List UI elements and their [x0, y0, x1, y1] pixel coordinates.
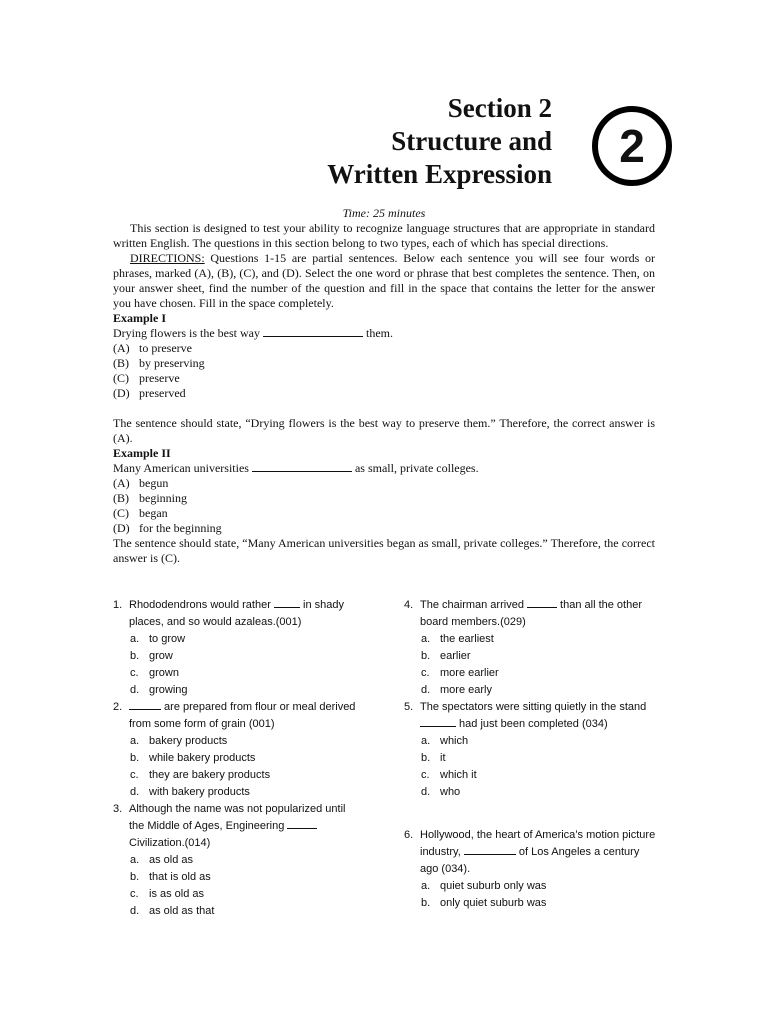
questions-right-column [404, 597, 656, 912]
choice[interactable]: a. to grow [130, 633, 186, 645]
question-1: 1. Rhododendrons would rather in shady places, and so would azaleas.(001) [113, 599, 344, 628]
example-1-title: Example I [113, 311, 167, 325]
choice[interactable]: d. who [421, 786, 461, 798]
choice[interactable]: c. which it [421, 769, 477, 781]
choice[interactable]: a. bakery products [130, 735, 228, 747]
example-2-option: (C) began [113, 506, 168, 520]
choice[interactable]: b. grow [130, 650, 173, 662]
example-2-explanation: The sentence should state, “Many American universities began as small, private colleges.” Therefore, the correct answer is (C). [113, 536, 655, 565]
choice[interactable]: b. earlier [421, 650, 471, 662]
example-1-option: (D) preserved [113, 386, 186, 400]
directions-text: Questions 1-15 are partial sentences. Below each sentence you will see four words or phrases, marked (A), (B), (C), and (D). Select the one word or phrase that best completes the sentence. Then, on your answer sheet, find the number of the question and fill in the space that contains the letter for the answer you have chosen. Fill in the space completely. [113, 251, 655, 310]
answer-blank [527, 598, 557, 608]
example-1-option: (A) to preserve [113, 341, 192, 355]
answer-blank [464, 845, 516, 855]
instructions-block [113, 221, 655, 566]
choice[interactable]: b. while bakery products [130, 752, 256, 764]
questions-left-column [113, 597, 363, 920]
choice[interactable]: d. growing [130, 684, 188, 696]
section-number: Section 2 [447, 93, 552, 123]
choice[interactable]: a. the earliest [421, 633, 494, 645]
choice[interactable]: c. more earlier [421, 667, 499, 679]
answer-blank [287, 819, 317, 829]
question-3: 3. Although the name was not popularized until the Middle of Ages, Engineering Civilization.(014) [113, 803, 346, 849]
choice[interactable]: a. which [421, 735, 469, 747]
example-2-stem: Many American universities as small, private colleges. [113, 461, 479, 475]
choice[interactable]: c. is as old as [130, 888, 205, 900]
choice[interactable]: b. it [421, 752, 446, 764]
example-2-option: (D) for the beginning [113, 521, 222, 535]
choice[interactable]: c. grown [130, 667, 179, 679]
section-title-line-1: Structure and [391, 126, 552, 156]
example-1-option: (B) by preserving [113, 356, 205, 370]
example-2-title: Example II [113, 446, 171, 460]
example-1-stem: Drying flowers is the best way them. [113, 326, 393, 340]
choice[interactable]: c. they are bakery products [130, 769, 271, 781]
choice[interactable]: d. more early [421, 684, 492, 696]
badge-number: 2 [619, 120, 645, 172]
example-2-option: (A) begun [113, 476, 169, 490]
answer-blank [252, 461, 352, 472]
question-6: 6. Hollywood, the heart of America’s motion picture industry, of Los Angeles a century ago (034). [404, 829, 656, 875]
example-2-option: (B) beginning [113, 491, 187, 505]
answer-blank [129, 700, 161, 710]
question-2: 2. are prepared from flour or meal derived from some form of grain (001) [113, 701, 356, 730]
answer-blank [420, 717, 456, 727]
choice[interactable]: d. with bakery products [130, 786, 250, 798]
time-limit: Time: 25 minutes [342, 206, 426, 220]
choice[interactable]: a. quiet suburb only was [421, 880, 547, 892]
choice[interactable]: b. that is old as [130, 871, 211, 883]
answer-blank [263, 326, 363, 337]
section-heading [300, 92, 552, 191]
directions-paragraph [113, 251, 655, 311]
intro-paragraph: This section is designed to test your ability to recognize language structures that are appropriate in standard written English. The questions in this section belong to two types, each of which has special directions. [113, 221, 655, 250]
answer-blank [274, 598, 300, 608]
question-4: 4. The chairman arrived than all the other board members.(029) [404, 599, 643, 628]
example-1-explanation: The sentence should state, “Drying flowers is the best way to preserve them.” Therefore, the correct answer is (A). [113, 416, 655, 445]
choice[interactable]: a. as old as [130, 854, 194, 866]
directions-label: DIRECTIONS: [130, 251, 205, 265]
choice[interactable]: b. only quiet suburb was [421, 897, 547, 909]
question-5: 5. The spectators were sitting quietly in the stand had just been completed (034) [404, 701, 647, 730]
choice[interactable]: d. as old as that [130, 905, 215, 917]
section-number-badge [592, 106, 672, 186]
section-title-line-2: Written Expression [327, 159, 552, 189]
example-1-option: (C) preserve [113, 371, 180, 385]
